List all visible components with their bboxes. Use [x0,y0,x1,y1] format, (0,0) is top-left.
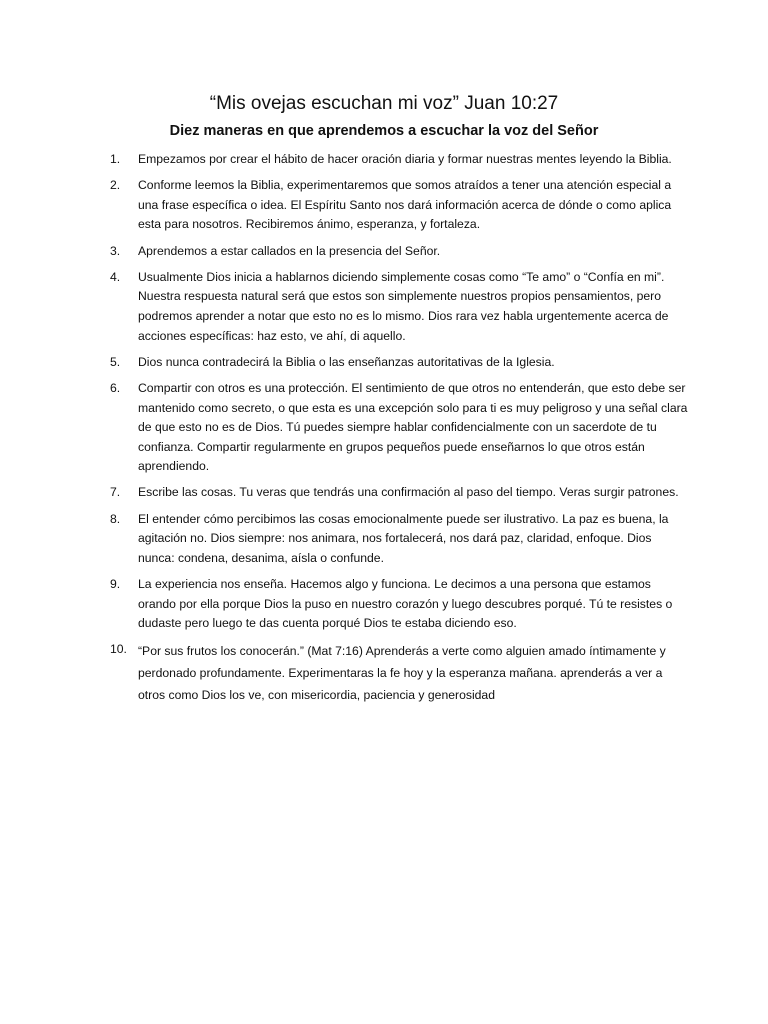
document-subtitle: Diez maneras en que aprendemos a escuchar la voz del Señor [169,123,599,139]
list-item [110,242,690,262]
list-item [110,150,690,170]
list-item [110,575,690,634]
list-item [110,176,690,235]
list-number: 1. [110,152,121,166]
list-item [110,510,690,569]
list-number: 7. [110,485,121,500]
list-number: 5. [110,354,121,369]
list-number: 10. [110,642,127,657]
list-number: 8. [110,511,121,526]
list-number: 2. [110,178,121,193]
list-number: 3. [110,243,121,258]
list-text: Conforme leemos la Biblia, experimentaremos que somos atraídos a tener una atención especial a una frase específica o idea. El Espíritu Santo nos dará información acerca de dónde o como aplica esta para nosotros. Recibiremos ánimo, esperanza, y fortaleza. [138,178,672,232]
list-text: La experiencia nos enseña. Hacemos algo y funciona. Le decimos a una persona que estamos orando por ella porque Dios la puso en nuestro corazón y luego descubres porqué. Tú te resistes o dudaste pero luego te das cuenta porqué Dios te estaba diciendo eso. [138,577,673,631]
list-text: Usualmente Dios inicia a hablarnos diciendo simplemente cosas como “Te amo” o “Confía en mi”. Nuestra respuesta natural será que estos son simplemente nuestros propios pensamientos, pero podremos aprender a notar que esto no es lo mismo. Dios rara vez habla urgentemente acerca de acciones específicas: haz esto, ve ahí, di aquello. [138,269,669,343]
numbered-list [110,150,690,713]
document-title: “Mis ovejas escuchan mi voz” Juan 10:27 [209,93,559,114]
list-text: Compartir con otros es una protección. El sentimiento de que otros no entenderán, que esto debe ser mantenido como secreto, o que esta es una excepción solo para ti es muy peligroso y una señal clara de que esto no es de Dios. Tú puedes siempre hablar confidencialmente con un sacerdote de tu confianza. Compartir regularmente en grupos pequeños puede enseñarnos lo que otros están aprendiendo. [138,380,688,474]
list-text: “Por sus frutos los conocerán.” (Mat 7:16) Aprenderás a verte como alguien amado íntimamente y perdonado profundamente. Experimentaras la fe hoy y la esperanza mañana. aprenderás a ver a otros como Dios los ve, con misericordia, paciencia y generosidad [138,644,666,703]
list-item [110,640,690,706]
list-text: Aprendemos a estar callados en la presencia del Señor. [138,243,441,258]
list-item [110,483,690,503]
list-text: Escribe las cosas. Tu veras que tendrás una confirmación al paso del tiempo. Veras surgir patrones. [138,485,679,500]
list-text: Dios nunca contradecirá la Biblia o las enseñanzas autoritativas de la Iglesia. [138,354,555,369]
list-text: Empezamos por crear el hábito de hacer oración diaria y formar nuestras mentes leyendo la Biblia. [138,152,672,166]
list-item [110,353,690,373]
list-number: 6. [110,380,121,395]
list-item [110,268,690,346]
list-text: El entender cómo percibimos las cosas emocionalmente puede ser ilustrativo. La paz es buena, la agitación no. Dios siempre: nos animara, nos fortalecerá, nos dará paz, claridad, enfoque. Dios nunca: condena, desanima, aísla o confunde. [138,511,669,565]
list-item [110,379,690,477]
list-number: 4. [110,269,121,284]
list-number: 9. [110,577,121,592]
